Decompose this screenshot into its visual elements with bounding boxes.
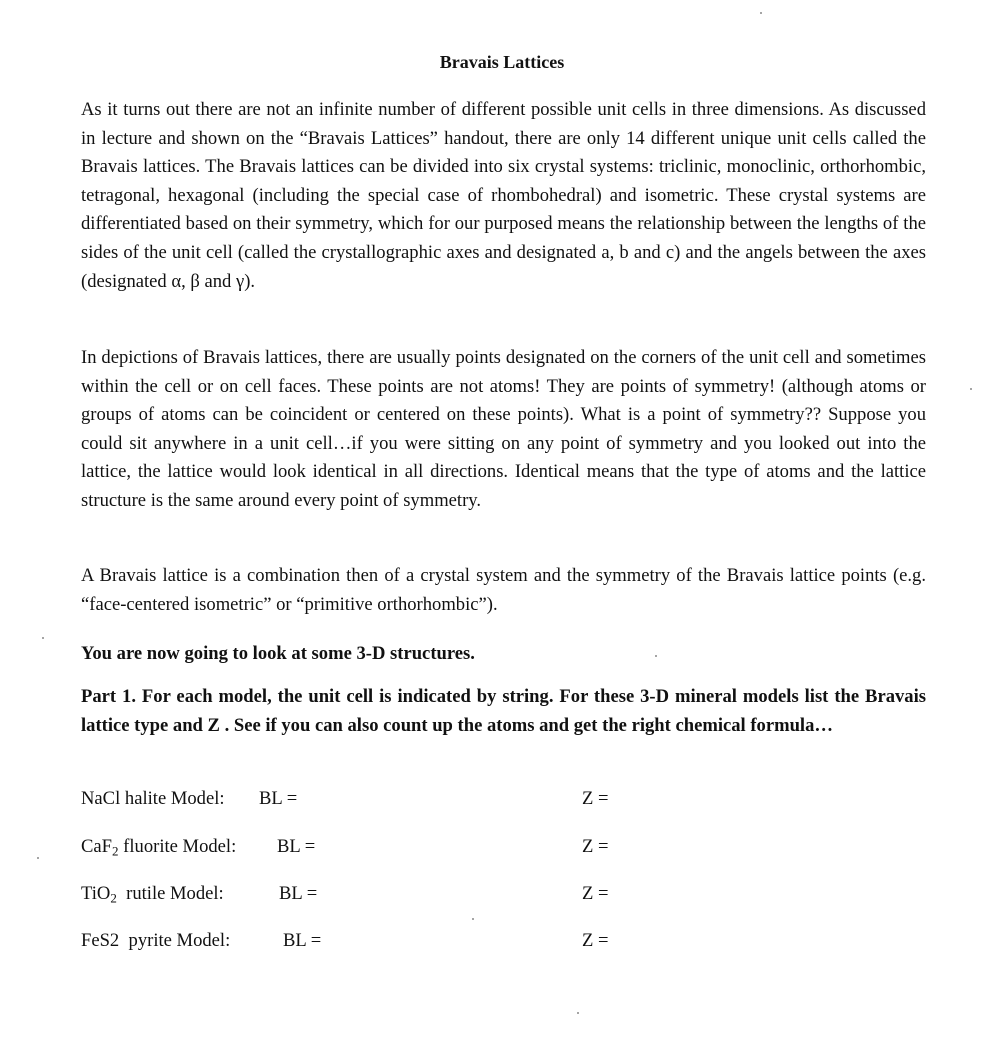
symmetry-paragraph: In depictions of Bravais lattices, there are usually points designated on the corners of the unit cell and sometimes within the cell or on cell faces. These points are not atoms! They are points of symmetry! (although atoms or groups of atoms can be coincident or centered on these points). What is a point of symmetry?? Suppose you could sit anywhere in a unit cell…if you were sitting on any point of symmetry and you looked out into the lattice, the lattice would look identical in all directions. Identical means that the type of atoms and the lattice structure is the same around every point of symmetry.: [81, 347, 926, 511]
scan-speck: [37, 857, 39, 859]
scan-speck: [577, 1012, 579, 1014]
z-answer-field: Z =: [582, 836, 609, 857]
bl-answer-field: BL =: [283, 930, 322, 951]
z-answer-field: Z =: [582, 788, 609, 809]
model-label: TiO$_2$ rutile Model:: [81, 883, 224, 906]
model-label: FeS2 pyrite Model:: [81, 930, 231, 951]
part1-instructions: Part 1. For each model, the unit cell is indicated by string. For these 3-D mineral models list the Bravais lattice type and Z . See if you can also count up the atoms and get the right chemical formula…: [81, 686, 926, 736]
z-answer-field: Z =: [582, 883, 609, 904]
z-answer-field: Z =: [582, 930, 609, 951]
intro-paragraph: As it turns out there are not an infinite number of different possible unit cells in three dimensions. As discussed in lecture and shown on the “Bravais Lattices” handout, there are only 14 different unique unit cells called the Bravais lattices. The Bravais lattices can be divided into six crystal systems: triclinic, monoclinic, orthorhombic, tetragonal, hexagonal (including the special case of rhombohedral) and isometric. These crystal systems are differentiated based on their symmetry, which for our purposed means the relationship between the lengths of the sides of the unit cell (called the crystallographic axes and designated a, b and c) and the angels between the axes (designated α, β and γ).: [81, 99, 926, 292]
scan-speck: [760, 12, 762, 14]
bl-answer-field: BL =: [279, 883, 318, 904]
bl-answer-field: BL =: [277, 836, 316, 857]
instruction-heading: You are now going to look at some 3-D structures.: [81, 643, 475, 664]
model-label: CaF$_2$ fluorite Model:: [81, 836, 237, 859]
scan-speck: [42, 637, 44, 639]
scan-speck: [970, 388, 972, 390]
bl-answer-field: BL =: [259, 788, 298, 809]
page-title: Bravais Lattices: [439, 52, 565, 72]
definition-paragraph: A Bravais lattice is a combination then of a crystal system and the symmetry of the Bravais lattice points (e.g. “face-centered isometric” or “primitive orthorhombic”).: [81, 565, 926, 615]
scan-speck: [472, 918, 474, 920]
model-label: NaCl halite Model:: [81, 788, 225, 809]
scan-speck: [655, 655, 657, 657]
